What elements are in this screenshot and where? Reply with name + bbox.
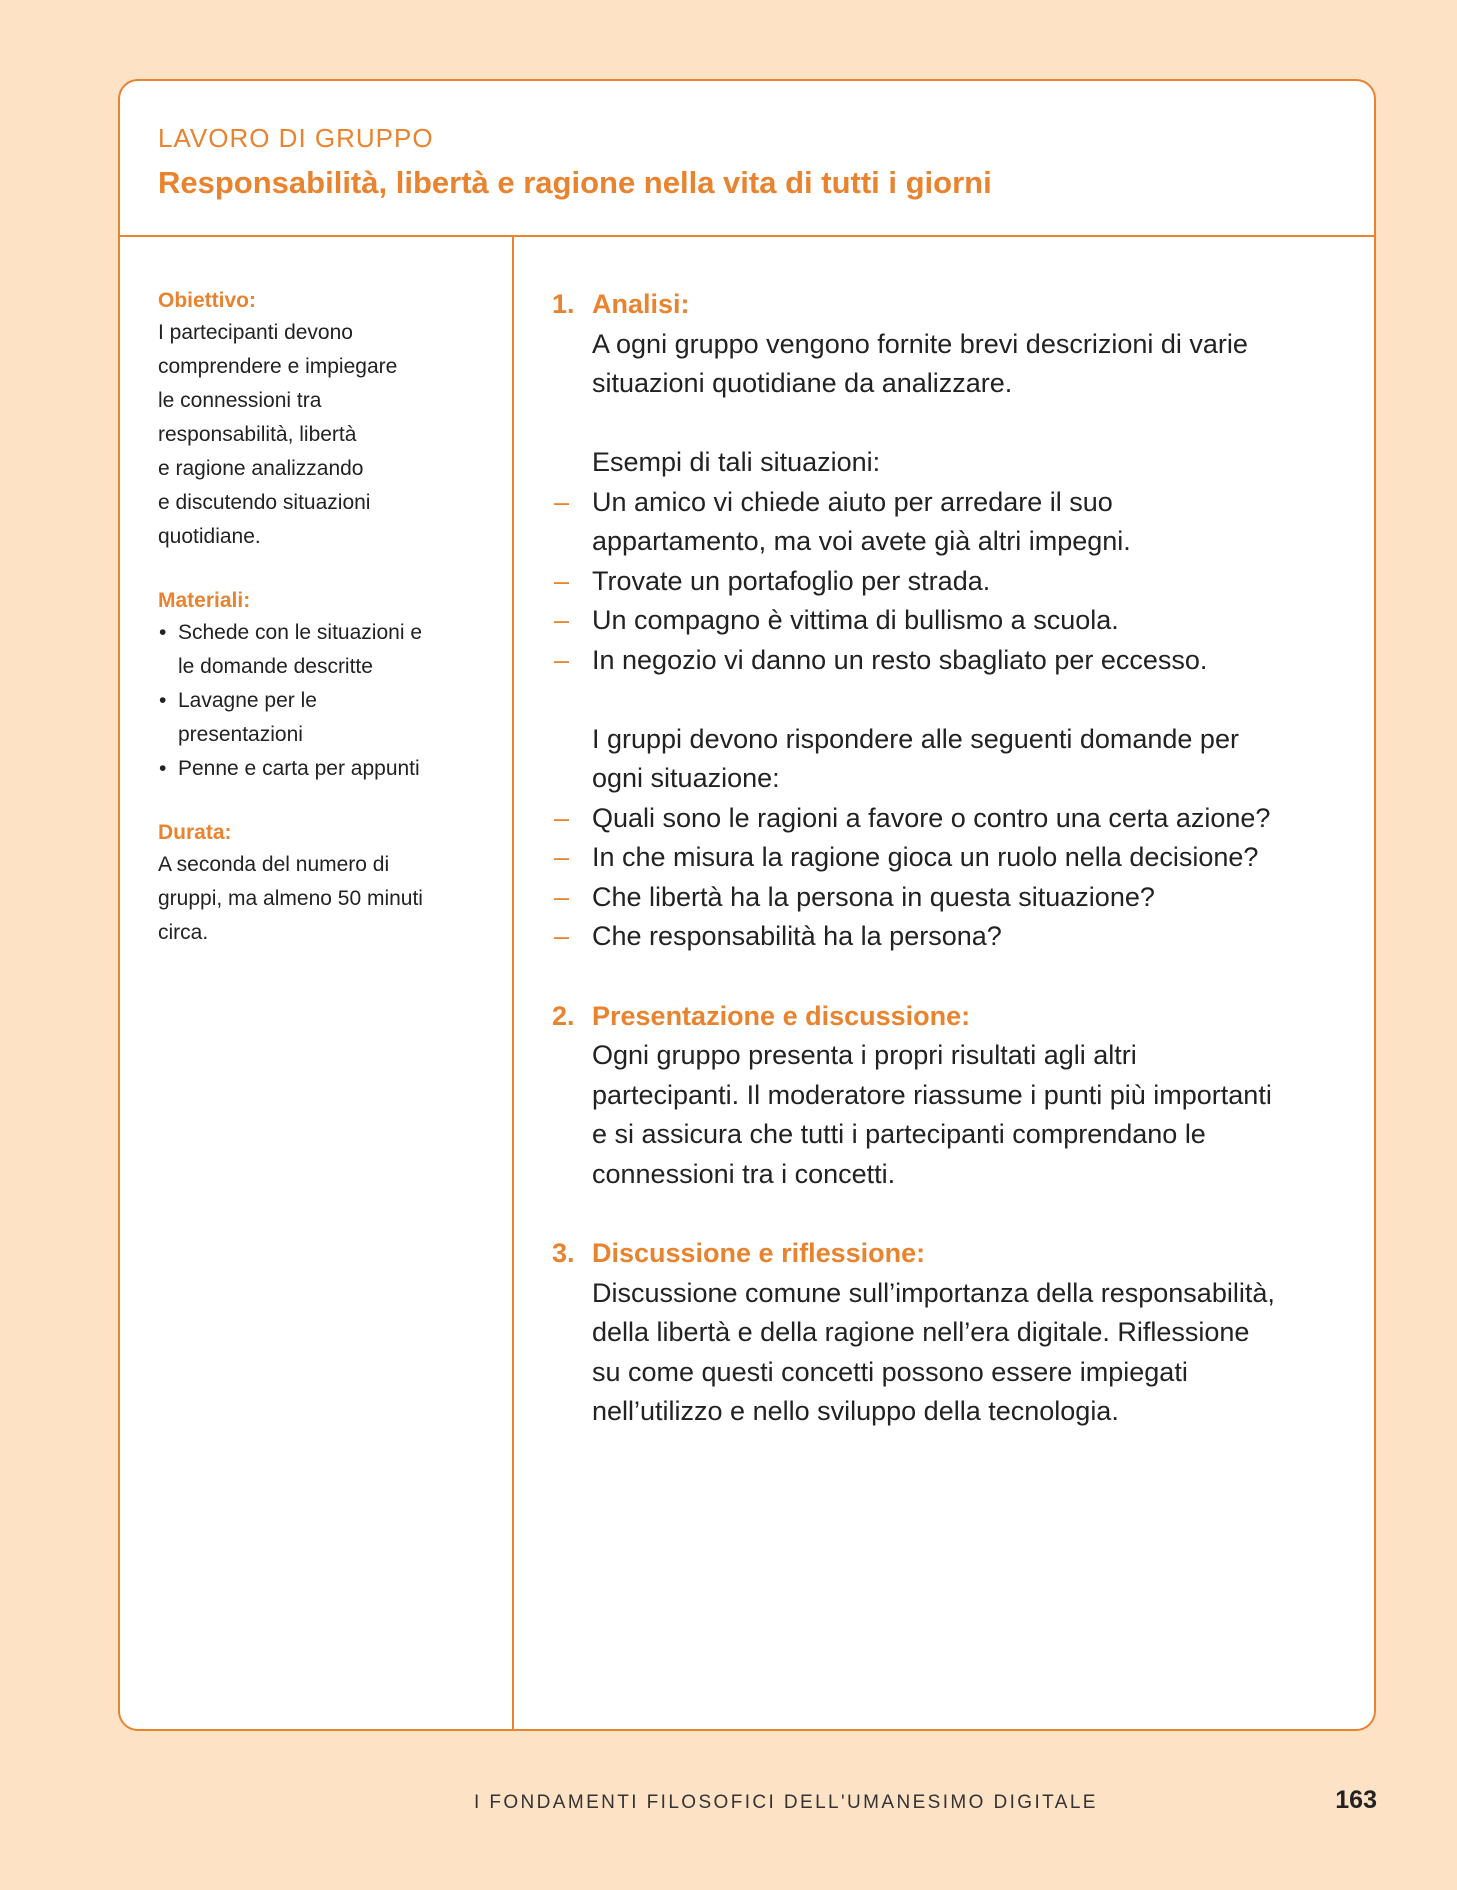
text-line: Un compagno è vittima di bullismo a scuola.	[592, 605, 1119, 635]
step-presentation	[552, 997, 1352, 1195]
materials-list	[158, 616, 488, 786]
footer-running-title: I FONDAMENTI FILOSOFICI DELL'UMANESIMO DIGITALE	[474, 1792, 1098, 1813]
text-line: I partecipanti devono	[158, 321, 353, 344]
text-line: I gruppi devono rispondere alle seguenti domande per	[592, 723, 1239, 754]
dash-icon: –	[554, 842, 570, 872]
text-line: partecipanti. Il moderatore riassume i punti più importanti	[592, 1079, 1272, 1110]
text-line: ogni situazione:	[592, 763, 780, 793]
list-item	[552, 562, 1352, 602]
step-heading	[552, 997, 1352, 1037]
text-line: Quali sono le ragioni a favore o contro una certa azione?	[592, 802, 1271, 833]
bullet-icon: •	[159, 757, 167, 780]
page-title: Responsabilità, libertà e ragione nella vita di tutti i giorni	[158, 165, 992, 200]
text-line: In negozio vi danno un resto sbagliato per eccesso.	[592, 644, 1208, 675]
list-item	[552, 917, 1352, 957]
worksheet-card	[118, 79, 1376, 1731]
duration-block	[158, 818, 488, 950]
card-header	[120, 81, 1374, 237]
text-line: gruppi, ma almeno 50 minuti	[158, 887, 423, 910]
list-item	[552, 601, 1352, 641]
step-number: 3.	[552, 1238, 575, 1268]
step-heading	[552, 285, 1352, 325]
text-line: situazioni quotidiane da analizzare.	[592, 368, 1013, 398]
text-line: della libertà e della ragione nell’era digitale. Riflessione	[592, 1317, 1250, 1347]
list-item	[552, 483, 1352, 562]
text-line: quotidiane.	[158, 525, 261, 548]
spacer	[552, 680, 1352, 720]
sidebar	[158, 286, 488, 982]
step-title: Discussione e riflessione:	[592, 1238, 926, 1268]
text-line: Penne e carta per appunti	[178, 757, 420, 780]
step-title: Analisi:	[592, 289, 690, 319]
dash-icon: –	[554, 605, 570, 635]
list-item	[552, 799, 1352, 839]
text-line: e discutendo situazioni	[158, 491, 371, 514]
text-line: e si assicura che tutti i partecipanti comprendano le	[592, 1119, 1206, 1149]
objective-text	[158, 316, 488, 554]
step-heading	[552, 1234, 1352, 1274]
list-item	[552, 838, 1352, 878]
step-reflection	[552, 1234, 1352, 1432]
dash-icon: –	[554, 881, 570, 912]
step-body	[552, 1274, 1352, 1432]
text-line: comprendere e impiegare	[158, 355, 398, 378]
bullet-icon: •	[159, 689, 167, 712]
examples-intro: Esempi di tali situazioni:	[592, 447, 881, 477]
step-analysis	[552, 285, 1352, 957]
text-line: Trovate un portafoglio per strada.	[592, 565, 991, 596]
main-content	[552, 285, 1352, 1472]
text-line: Che libertà ha la persona in questa situazione?	[592, 881, 1155, 912]
duration-text	[158, 848, 488, 950]
list-item	[158, 752, 488, 786]
dash-icon: –	[554, 565, 570, 596]
text-line: Discussione comune sull’importanza della responsabilità,	[592, 1277, 1275, 1308]
dash-icon: –	[554, 486, 570, 517]
examples-list	[552, 483, 1352, 681]
objective-block	[158, 286, 488, 554]
text-line: In che misura la ragione gioca un ruolo nella decisione?	[592, 842, 1259, 872]
bullet-icon: •	[159, 621, 167, 644]
section-label: LAVORO DI GRUPPO	[158, 123, 434, 153]
step-number: 2.	[552, 1000, 575, 1031]
text-line: circa.	[158, 921, 209, 944]
step-intro	[552, 325, 1352, 404]
dash-icon: –	[554, 644, 570, 675]
page-number: 163	[1335, 1786, 1377, 1814]
step-number: 1.	[552, 289, 575, 319]
text-line: presentazioni	[178, 723, 303, 746]
list-item	[552, 641, 1352, 681]
spacer	[552, 404, 1352, 444]
materials-heading: Materiali:	[158, 589, 251, 612]
step-title: Presentazione e discussione:	[592, 1000, 971, 1031]
text-line: nell’utilizzo e nello sviluppo della tecnologia.	[592, 1396, 1119, 1426]
text-line: A seconda del numero di	[158, 853, 390, 876]
text-line: le domande descritte	[178, 655, 373, 678]
step-body	[552, 1036, 1352, 1194]
text-line: Che responsabilità ha la persona?	[592, 921, 1002, 951]
text-line: connessioni tra i concetti.	[592, 1158, 896, 1189]
text-line: A ogni gruppo vengono fornite brevi descrizioni di varie	[592, 328, 1248, 359]
text-line: appartamento, ma voi avete già altri impegni.	[592, 526, 1131, 556]
dash-icon: –	[554, 921, 570, 951]
text-line: su come questi concetti possono essere impiegati	[592, 1356, 1188, 1387]
questions-intro	[552, 720, 1352, 799]
text-line: Ogni gruppo presenta i propri risultati agli altri	[592, 1040, 1137, 1070]
text-line: Schede con le situazioni e	[178, 621, 422, 644]
duration-heading: Durata:	[158, 821, 232, 844]
text-line: le connessioni tra	[158, 389, 322, 412]
text-line: Un amico vi chiede aiuto per arredare il suo	[592, 486, 1113, 517]
text-line: Lavagne per le	[178, 689, 317, 712]
list-item	[158, 684, 488, 752]
questions-list	[552, 799, 1352, 957]
text-line: e ragione analizzando	[158, 457, 364, 480]
text-line: responsabilità, libertà	[158, 423, 357, 446]
list-item	[158, 616, 488, 684]
objective-heading: Obiettivo:	[158, 289, 256, 312]
dash-icon: –	[554, 802, 570, 833]
column-divider	[512, 237, 514, 1729]
list-item	[552, 878, 1352, 918]
materials-block	[158, 586, 488, 786]
